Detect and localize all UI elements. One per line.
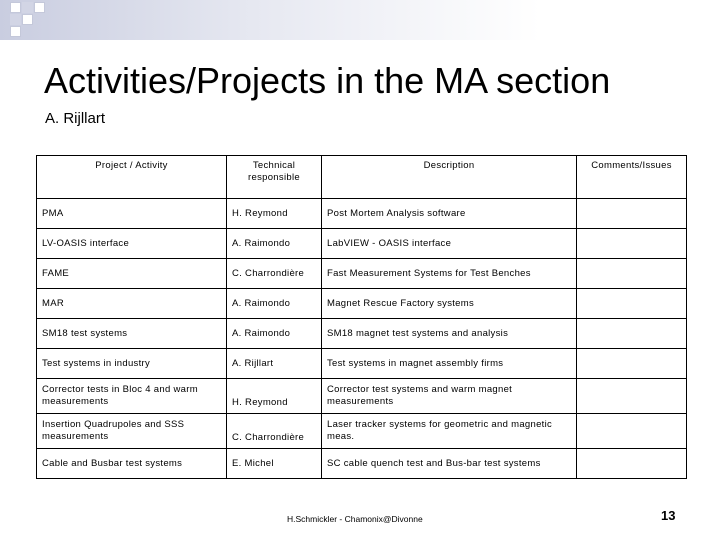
cell-responsible: C. Charrondière: [227, 414, 322, 449]
cell-comments: [577, 229, 687, 259]
cell-project: MAR: [37, 289, 227, 319]
header-band: [0, 0, 720, 40]
cell-description: Test systems in magnet assembly firms: [322, 349, 577, 379]
table-row: [37, 229, 687, 259]
cell-responsible: H. Reymond: [227, 199, 322, 229]
cell-description: SM18 magnet test systems and analysis: [322, 319, 577, 349]
slide-subtitle: A. Rijllart: [45, 110, 106, 127]
table-row: [37, 289, 687, 319]
column-header-project: Project / Activity: [37, 156, 227, 199]
cell-responsible: E. Michel: [227, 449, 322, 479]
cell-project: Insertion Quadrupoles and SSS measurements: [37, 414, 227, 449]
cell-project: Cable and Busbar test systems: [37, 449, 227, 479]
cell-responsible: A. Raimondo: [227, 289, 322, 319]
cell-project: LV-OASIS interface: [37, 229, 227, 259]
table-row: [37, 319, 687, 349]
table-header-row: [37, 156, 687, 199]
slide-title: Activities/Projects in the MA section: [44, 60, 611, 101]
table-row: [37, 349, 687, 379]
cell-project: Corrector tests in Bloc 4 and warm measurements: [37, 379, 227, 414]
cell-responsible: A. Rijllart: [227, 349, 322, 379]
decorative-square: [10, 2, 21, 13]
cell-description: Laser tracker systems for geometric and magnetic meas.: [322, 414, 577, 449]
cell-description: SC cable quench test and Bus-bar test systems: [322, 449, 577, 479]
column-header-description: Description: [322, 156, 577, 199]
cell-comments: [577, 379, 687, 414]
table-row: [37, 379, 687, 414]
table-row: [37, 259, 687, 289]
column-header-responsible: Technical responsible: [227, 156, 322, 199]
table-row: [37, 199, 687, 229]
decorative-square: [22, 2, 33, 13]
cell-description: Post Mortem Analysis software: [322, 199, 577, 229]
cell-responsible: A. Raimondo: [227, 229, 322, 259]
cell-comments: [577, 259, 687, 289]
cell-comments: [577, 199, 687, 229]
cell-comments: [577, 349, 687, 379]
cell-project: Test systems in industry: [37, 349, 227, 379]
cell-description: LabVIEW - OASIS interface: [322, 229, 577, 259]
cell-description: Corrector test systems and warm magnet measurements: [322, 379, 577, 414]
cell-responsible: A. Raimondo: [227, 319, 322, 349]
decorative-square: [10, 26, 21, 37]
cell-comments: [577, 449, 687, 479]
cell-description: Fast Measurement Systems for Test Benches: [322, 259, 577, 289]
cell-responsible: H. Reymond: [227, 379, 322, 414]
table-row: [37, 414, 687, 449]
cell-comments: [577, 289, 687, 319]
cell-project: PMA: [37, 199, 227, 229]
cell-comments: [577, 414, 687, 449]
cell-project: FAME: [37, 259, 227, 289]
slide-footer: H.Schmickler - Chamonix@Divonne: [287, 514, 423, 524]
decorative-square: [22, 14, 33, 25]
cell-comments: [577, 319, 687, 349]
decorative-square: [34, 2, 45, 13]
decorative-square: [10, 14, 21, 25]
cell-description: Magnet Rescue Factory systems: [322, 289, 577, 319]
page-number: 13: [661, 508, 676, 523]
cell-project: SM18 test systems: [37, 319, 227, 349]
cell-responsible: C. Charrondière: [227, 259, 322, 289]
activities-table: [36, 155, 687, 479]
column-header-comments: Comments/Issues: [577, 156, 687, 199]
table-row: [37, 449, 687, 479]
